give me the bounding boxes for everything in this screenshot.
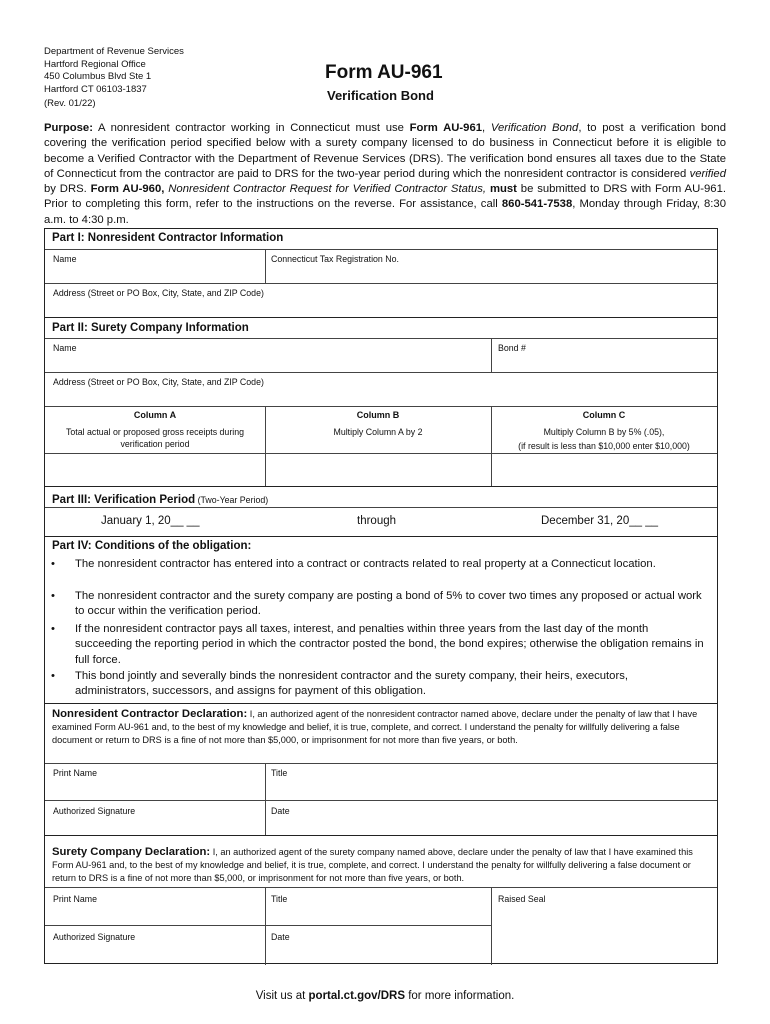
divider: [45, 763, 717, 764]
contractor-name-label: Name: [53, 254, 77, 264]
divider: [45, 249, 717, 250]
contractor-signature-label: Authorized Signature: [53, 806, 136, 816]
surety-declaration-text: I, an authorized agent of the surety company named above, declare under the penalty of law that I have examined this Form AU-961 and, to the best of my knowledge and belief, it is true, complete, and correct. I understand the penalty for willfully delivering a false document or return to DRS is a fine of not more than $5,000, or imprisonment for not more than five years, or both.: [52, 847, 693, 883]
part1-heading: Part I: Nonresident Contractor Information: [52, 232, 284, 244]
column-a-desc: Total actual or proposed gross receipts during: [66, 427, 244, 437]
divider: [491, 338, 492, 372]
column-c-desc: Multiply Column B by 5% (.05),: [543, 427, 665, 437]
surety-address-label: Address (Street or PO Box, City, State, and ZIP Code): [53, 377, 264, 387]
bond-number-label: Bond #: [498, 343, 526, 353]
divider: [491, 887, 492, 965]
phone-number: 860-541-7538: [501, 198, 573, 211]
purpose-text: Verification Bond: [490, 122, 579, 134]
footer-link[interactable]: portal.ct.gov/DRS: [308, 990, 406, 1002]
footer-note: [0, 990, 770, 1002]
form-body: [44, 228, 718, 964]
part2-heading: Part II: Surety Company Information: [52, 322, 249, 334]
contractor-title-label: Title: [271, 768, 288, 778]
divider: [265, 763, 266, 835]
divider: [45, 507, 717, 508]
raised-seal-label: Raised Seal: [498, 894, 546, 904]
form-title: Verification Bond: [327, 88, 434, 103]
surety-name-label: Name: [53, 343, 77, 353]
purpose-text: A nonresident contractor working in Connecticut must use: [92, 122, 410, 134]
purpose-label: Purpose:: [44, 122, 93, 134]
period-start: January 1, 20__ __: [101, 515, 200, 527]
divider: [45, 925, 491, 926]
condition-text: The nonresident contractor has entered into a contract or contracts related to real property at a Connecticut location.: [75, 558, 656, 570]
column-a-title: Column A: [133, 410, 177, 420]
bullet-icon: •: [51, 623, 55, 635]
column-c-desc: (if result is less than $10,000 enter $10,000): [518, 441, 690, 451]
surety-title-label: Title: [271, 894, 288, 904]
contractor-print-name-label: Print Name: [53, 768, 97, 778]
surety-signature-label: Authorized Signature: [53, 932, 136, 942]
divider: [45, 406, 717, 407]
divider: [45, 800, 717, 801]
divider: [45, 887, 717, 888]
contractor-declaration-text: I, an authorized agent of the nonresident contractor named above, declare under the penalty of law that I have examined Form AU-961 and, to the best of my knowledge and belief, it is true, complete, and correct. I understand the penalty for willfully delivering a false document or return to DRS is a fine of not more than $5,000, or imprisonment for not more than five years, or both.: [52, 709, 698, 745]
agency-address: [44, 46, 184, 96]
purpose-text: , Monday through Friday, 8:30 a.m. to 4:30 p.m.: [44, 198, 726, 226]
column-b-title: Column B: [356, 410, 400, 420]
divider: [45, 703, 717, 704]
agency-line: 450 Columbus Blvd Ste 1: [44, 71, 152, 82]
part3-title: Part III: Verification Period: [52, 494, 196, 506]
purpose-text: Form AU-960,: [90, 183, 165, 196]
form-number: Form AU-961: [325, 62, 443, 83]
surety-declaration: [52, 846, 712, 884]
divider: [45, 536, 717, 537]
footer-text: Visit us at: [255, 990, 309, 1002]
footer-text: for more information.: [405, 990, 515, 1002]
purpose-paragraph: [44, 121, 726, 228]
agency-line: Department of Revenue Services: [44, 46, 184, 57]
bullet-icon: •: [51, 558, 55, 570]
purpose-text: ,: [482, 122, 491, 134]
divider: [265, 249, 266, 283]
revision-date: (Rev. 01/22): [44, 98, 96, 109]
surety-date-label: Date: [271, 932, 290, 942]
contractor-date-label: Date: [271, 806, 290, 816]
divider: [45, 372, 717, 373]
agency-line: Hartford CT 06103-1837: [44, 83, 147, 95]
surety-declaration-label: Surety Company Declaration:: [52, 846, 211, 858]
divider: [45, 835, 717, 836]
condition-text: This bond jointly and severally binds the nonresident contractor and the surety company, their heirs, executors, administrators, successors, and assigns for payment of this obligation.: [75, 670, 629, 698]
column-a-desc: verification period: [120, 439, 190, 449]
contractor-declaration-label: Nonresident Contractor Declaration:: [52, 708, 248, 720]
column-c-title: Column C: [582, 410, 626, 420]
divider: [45, 486, 717, 487]
condition-text: If the nonresident contractor pays all taxes, interest, and penalties within three years from the last day of the month succeeding the reporting period in which the contractor posted the bond, the bond expires; otherwise the obligation remains in full force.: [75, 623, 704, 666]
bullet-icon: •: [51, 590, 55, 602]
bullet-icon: •: [51, 670, 55, 682]
tax-registration-label: Connecticut Tax Registration No.: [271, 254, 399, 264]
divider: [45, 283, 717, 284]
agency-line: Hartford Regional Office: [44, 58, 146, 70]
condition-text: The nonresident contractor and the surety company are posting a bond of 5% to cover two times any proposed or actual work to occur within the verification period.: [75, 590, 702, 618]
purpose-text: , to post a verification bond covering the verification period specified below with a surety company licensed to do business in Connecticut before it is eligible to become a Verified Contractor with the Department of Revenue Services (DRS). The verification bond ensures all taxes due to the State of Connecticut from the contractor are paid to DRS for the two-year period during which the nonresident contractor is considered: [44, 122, 726, 180]
purpose-text: verified: [689, 167, 726, 180]
column-b-desc: Multiply Column A by 2: [333, 427, 423, 437]
surety-print-name-label: Print Name: [53, 894, 97, 904]
part4-heading: Part IV: Conditions of the obligation:: [52, 540, 252, 552]
part3-heading: [52, 490, 268, 508]
period-end: December 31, 20__ __: [541, 515, 658, 527]
purpose-text: by DRS.: [44, 183, 91, 196]
contractor-declaration: [52, 708, 712, 746]
contractor-address-label: Address (Street or PO Box, City, State, and ZIP Code): [53, 288, 264, 298]
purpose-text: must: [489, 183, 517, 196]
purpose-text: Form AU-961: [409, 122, 483, 134]
purpose-text: be submitted to DRS with Form AU-961. Prior to completing this form, refer to the instructions on the reverse. For assistance, call: [44, 183, 726, 211]
divider: [45, 453, 717, 454]
part3-subtitle: (Two-Year Period): [195, 495, 269, 505]
divider: [265, 887, 266, 965]
purpose-text: Nonresident Contractor Request for Verified Contractor Status,: [168, 183, 487, 196]
divider: [45, 317, 717, 318]
divider: [45, 338, 717, 339]
period-through: through: [357, 515, 397, 527]
